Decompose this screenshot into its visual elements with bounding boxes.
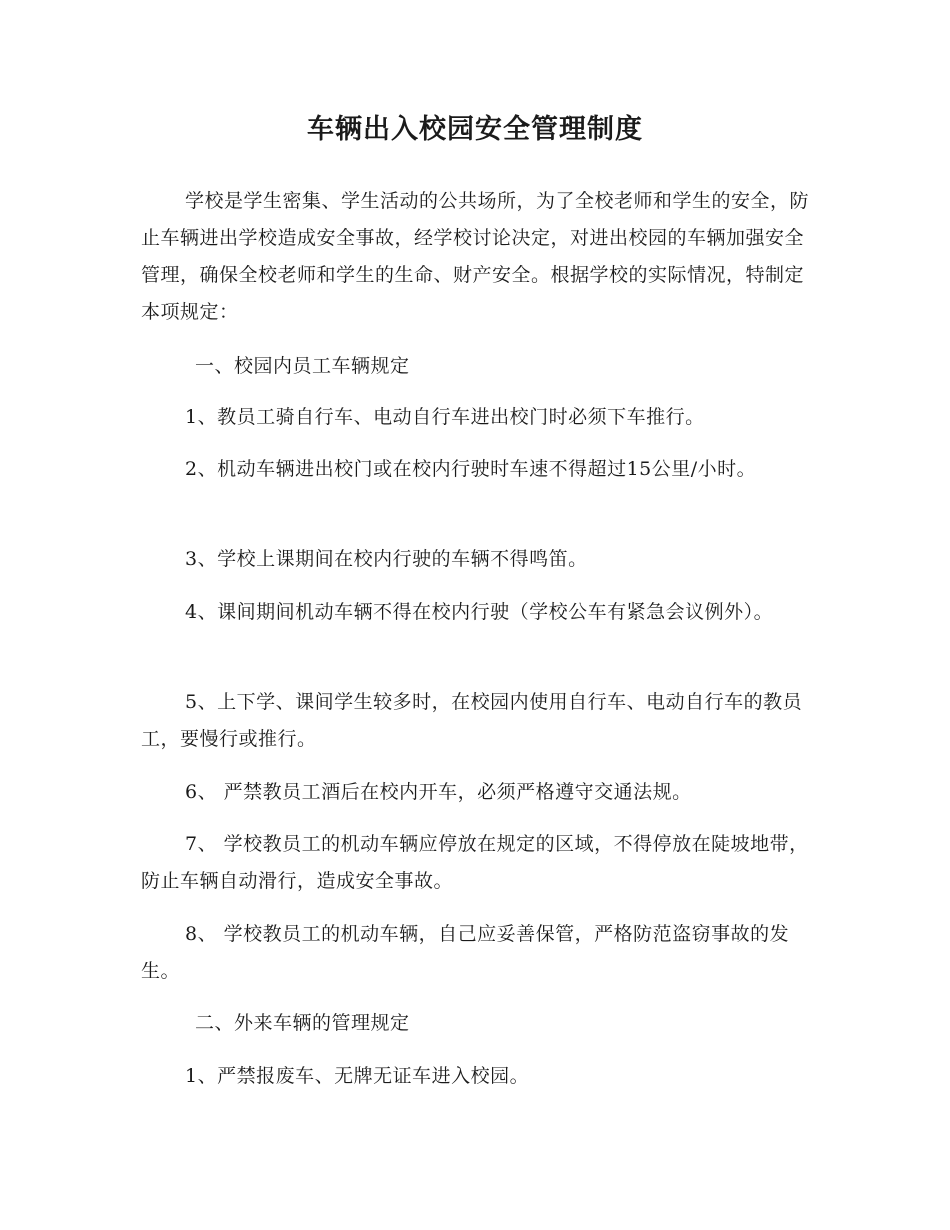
section-1-item: 4、课间期间机动车辆不得在校内行驶（学校公车有紧急会议例外）。 [185,601,774,623]
section-1-item-2-block [141,432,811,507]
intro-paragraph [141,164,811,350]
section-1-item: 6、 严禁教员工酒后在校内开车，必须严格遵守交通法规。 [185,781,692,803]
section-2-item-1-block [141,1039,811,1114]
section-1-item: 3、学校上课期间在校内行驶的车辆不得鸣笛。 [185,548,588,570]
section-1-item: 2、机动车辆进出校门或在校内行驶时车速不得超过15公里/小时。 [185,458,757,480]
section-1-item: 1、教员工骑自行车、电动自行车进出校门时必须下车推行。 [185,406,705,428]
section-2-heading: 二、外来车辆的管理规定 [195,1012,410,1034]
section-1-item: 8、 学校教员工的机动车辆，自己应妥善保管，严格防范盗窃事故的发生。 [141,923,790,982]
document-title: 车辆出入校园安全管理制度 [307,114,643,145]
section-1-item: 5、上下学、课间学生较多时，在校园内使用自行车、电动自行车的教员工，要慢行或推行。 [141,691,803,750]
section-2-item: 1、严禁报废车、无牌无证车进入校园。 [185,1065,530,1087]
intro-text: 学校是学生密集、学生活动的公共场所，为了全校老师和学生的安全，防止车辆进出学校造成安全事故，经学校讨论决定，对进出校园的车辆加强安全管理，确保全校老师和学生的生命、财产安全。根据学校的实际情况，特制定本项规定： [141,190,810,323]
section-1-heading: 一、校园内员工车辆规定 [195,355,410,377]
section-1-item: 7、 学校教员工的机动车辆应停放在规定的区域，不得停放在陡坡地带，防止车辆自动滑行，造成安全事故。 [141,833,809,892]
section-1-item-4-block [141,575,811,650]
